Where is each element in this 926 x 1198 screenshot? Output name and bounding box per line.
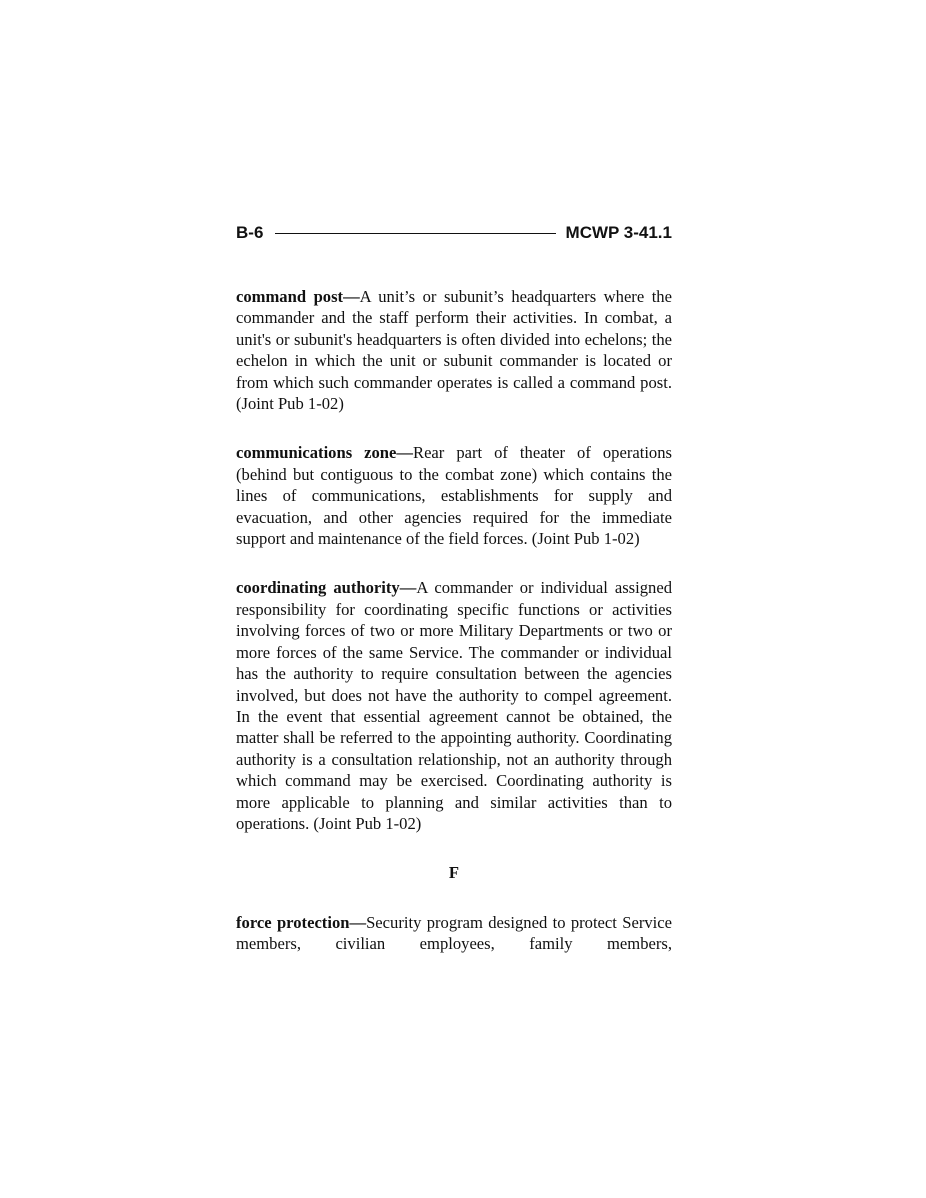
em-dash: — [399,578,417,598]
glossary-term: communications zone [236,443,397,463]
section-letter-heading: F [448,863,460,883]
glossary-term: coordinating authority [236,578,400,598]
running-header [236,221,672,245]
glossary-entry-command-post [236,286,672,414]
publication-id: MCWP 3-41.1 [565,223,672,242]
glossary-entry-coordinating-authority [236,577,672,834]
glossary-entry-communications-zone [236,442,672,549]
glossary-term: command post [236,287,344,306]
em-dash: — [396,443,413,463]
page-number: B-6 [236,223,264,242]
glossary-definition: Security program designed to protect Service members, civilian employees, family members, [236,912,672,954]
header-rule [275,233,555,234]
em-dash: — [349,912,367,932]
glossary-body [236,286,672,955]
glossary-definition: Rear part of theater of operations (behind but contiguous to the combat zone) which contains the lines of communications, establishments for supply and evacuation, and other agencies required for the immediate support and maintenance of the field forces. (Joint Pub 1-02) [236,443,672,549]
glossary-entry-force-protection [236,912,672,955]
em-dash: — [343,287,360,306]
glossary-term: force protection [236,912,350,932]
glossary-definition: A unit’s or subunit’s headquarters where the commander and the staff perform their activities. In combat, a unit's or subunit's headquarters is often divided into echelons; the echelon in which the unit or subunit commander is located or from which such commander operates is called a command post. (Joint Pub 1-02) [236,287,672,414]
glossary-definition: A commander or individual assigned responsibility for coordinating specific functions or activities involving forces of two or more Military Departments or two or more forces of the same Service. The commander or individual has the authority to require consultation between the agencies involved, but does not have the authority to compel agreement. In the event that essential agreement cannot be obtained, the matter shall be referred to the appointing authority. Coordinating authority is a consultation relationship, not an authority through which command may be exercised. Coordinating authority is more applicable to planning and similar activities than to operations. (Joint Pub 1-02) [236,578,673,833]
